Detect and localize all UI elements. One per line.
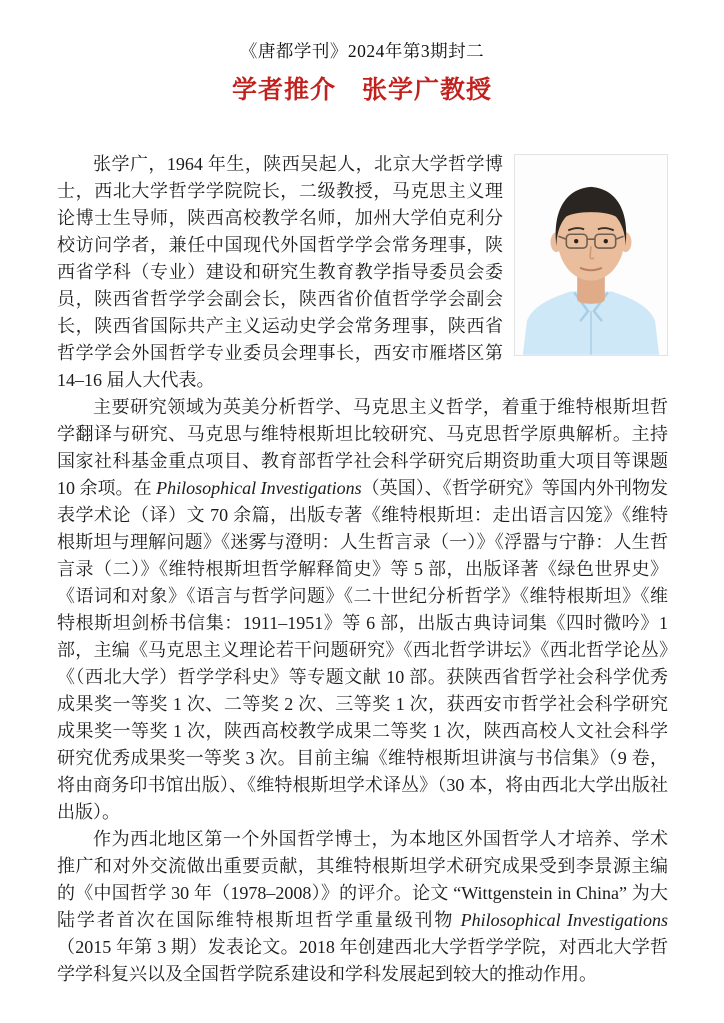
bio-body (57, 151, 668, 988)
page-header (0, 0, 724, 106)
journal-issue-line: 《唐都学刊》2024年第3期封二 (239, 41, 485, 61)
feature-title: 学者推介 张学广教授 (231, 77, 492, 104)
bio-paragraph: 张学广，1964 年生，陕西吴起人，北京大学哲学博士，西北大学哲学学院院长，二级教授，马克思主义理论博士生导师，陕西高校教学名师，加州大学伯克利分校访问学者，兼任中国现代外国哲学学会常务理事，陕西省学科（专业）建设和研究生教育教学指导委员会委员，陕西省哲学学会副会长，陕西省价值哲学学会副会长，陕西省国际共产主义运动史学会常务理事，陕西省哲学学会外国哲学专业委员会理事长，西安市雁塔区第 14–16 届人大代表。 (57, 154, 503, 390)
portrait-illustration (515, 155, 667, 355)
contribution-paragraph: 作为西北地区第一个外国哲学博士，为本地区外国哲学人才培养、学术推广和对外交流做出重要贡献，其维特根斯坦学术研究成果受到李景源主编的《中国哲学 30 年（1978–2008）》的评介。论文 “Wittgenstein in China” 为大陆学者首次在国际维特根斯坦哲学重量级刊物 Philosophical Investigations（2015 年第 3 期）发表论文。2018 年创建西北大学哲学学院，对西北大学哲学学科复兴以及全国哲学院系建设和学科发展起到较大的推动作用。 (57, 829, 669, 984)
research-achievements-paragraph: 主要研究领域为英美分析哲学、马克思主义哲学，着重于维特根斯坦哲学翻译与研究、马克思与维特根斯坦比较研究、马克思哲学原典解析。主持国家社科基金重点项目、教育部哲学社会科学研究后期资助重大项目等课题 10 余项。在 Philosophical Investigations（英国）、《哲学研究》等国内外刊物发表学术论（译）文 70 余篇，出版专著《维特根斯坦：走出语言囚笼》《维特根斯坦与理解问题》《迷雾与澄明：人生哲言录（一）》《浮嚣与宁静：人生哲言录（二）》《维特根斯坦哲学解释简史》等 5 部，出版译著《绿色世界史》《语词和对象》《语言与哲学问题》《二十世纪分析哲学》《维特根斯坦》《维特根斯坦剑桥书信集：1911–1951》等 6 部，出版古典诗词集《四时微吟》1 部，主编《马克思主义理论若干问题研究》《西北哲学讲坛》《西北哲学论丛》《（西北大学）哲学学科史》等专题文献 10 部。获陕西省哲学社会科学优秀成果奖一等奖 1 次、二等奖 2 次、三等奖 1 次，获西安市哲学社会科学研究成果奖一等奖 1 次，陕西高校教学成果二等奖 1 次，陕西高校人文社会科学研究优秀成果奖一等奖 3 次。目前主编《维特根斯坦讲演与书信集》（9 卷，将由商务印书馆出版）、《维特根斯坦学术译丛》（30 本，将由西北大学出版社出版）。 (57, 397, 669, 822)
portrait-photo (514, 154, 668, 356)
